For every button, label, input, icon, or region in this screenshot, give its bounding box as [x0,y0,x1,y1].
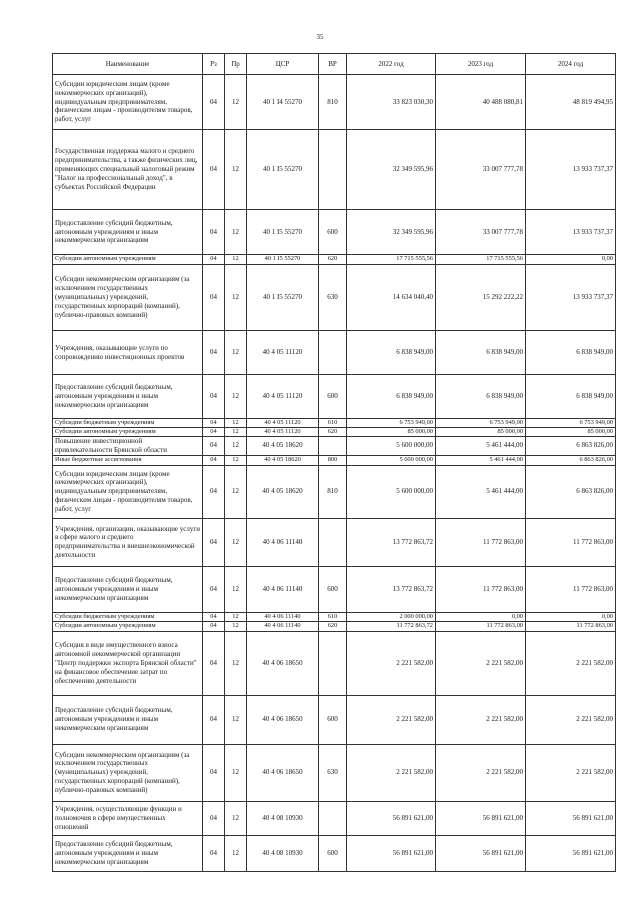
row-2023: 6 838 949,00 [436,375,526,419]
row-name: Субсидии юридическим лицам (кроме некоммерческих организаций), индивидуальным предпринимателям, физическим лицам - производителям товаров, работ, услуг [53,465,203,518]
row-pr: 12 [225,428,247,437]
row-rz: 04 [203,75,225,130]
row-pr: 12 [225,621,247,631]
row-2022: 11 772 863,72 [347,621,436,631]
row-name: Государственная поддержка малого и среднего предпринимательства, а также физических лиц, применяющих специальный налоговый режим "Налог на профессиональный доход", в субъектах Российской Федерации [53,130,203,210]
row-2022: 2 221 582,00 [347,695,436,744]
table-row [53,210,616,255]
row-2022: 13 772 863,72 [347,566,436,612]
row-2023: 15 292 222,22 [436,265,526,331]
row-pr: 12 [225,631,247,695]
row-2023: 56 891 621,00 [436,801,526,835]
header-2023: 2023 год [436,54,526,75]
row-2024: 6 863 826,00 [526,465,616,518]
row-name: Предоставление субсидий бюджетным, автономным учреждениям и иным некоммерческим организациям [53,375,203,419]
row-pr: 12 [225,130,247,210]
table-row [53,518,616,566]
row-name: Субсидии бюджетным учреждениям [53,419,203,428]
table-row [53,835,616,871]
row-rz: 04 [203,130,225,210]
row-2024: 13 933 737,37 [526,265,616,331]
row-pr: 12 [225,255,247,265]
row-name: Субсидии автономным учреждениям [53,428,203,437]
table-row [53,75,616,130]
row-vr [319,331,347,375]
budget-table [52,53,616,872]
row-vr [319,631,347,695]
row-rz: 04 [203,419,225,428]
row-vr: 620 [319,621,347,631]
row-vr: 600 [319,375,347,419]
table-row [53,744,616,801]
row-name: Субсидии некоммерческим организациям (за исключением государственных (муниципальных) учреждений, государственных корпораций (компаний), публично-правовых компаний) [53,744,203,801]
row-csr: 40 4 06 18650 [247,695,319,744]
row-2023: 33 007 777,78 [436,130,526,210]
row-name: Субсидии юридическим лицам (кроме некоммерческих организаций), индивидуальным предпринимателям, физическим лицам - производителям товаров, работ, услуг [53,75,203,130]
row-csr: 40 4 05 11120 [247,375,319,419]
row-csr: 40 4 06 11140 [247,612,319,621]
row-vr [319,518,347,566]
row-2022: 14 634 040,40 [347,265,436,331]
table-row [53,631,616,695]
table-row [53,695,616,744]
table-row [53,801,616,835]
row-csr: 40 4 06 18650 [247,744,319,801]
row-rz: 04 [203,428,225,437]
table-row [53,612,616,621]
row-rz: 04 [203,465,225,518]
row-2022: 56 891 621,00 [347,801,436,835]
row-2024: 2 221 582,00 [526,695,616,744]
row-2024: 56 891 621,00 [526,835,616,871]
row-name: Иные бюджетные ассигнования [53,455,203,465]
row-csr: 40 1 I5 55270 [247,255,319,265]
row-name: Учреждения, организации, оказывающие услуги в сфере малого и среднего предпринимательства и внешнеэкономической деятельности [53,518,203,566]
row-2023: 17 715 555,56 [436,255,526,265]
row-csr: 40 4 05 11120 [247,428,319,437]
row-2024: 56 891 621,00 [526,801,616,835]
row-name: Предоставление субсидий бюджетным, автономным учреждениям и иным некоммерческим организациям [53,210,203,255]
row-vr [319,130,347,210]
row-csr: 40 4 06 11140 [247,621,319,631]
row-name: Субсидии бюджетным учреждениям [53,612,203,621]
row-2022: 85 000,00 [347,428,436,437]
row-2022: 2 000 000,00 [347,612,436,621]
row-rz: 04 [203,744,225,801]
row-2024: 0,00 [526,612,616,621]
row-pr: 12 [225,566,247,612]
row-2024: 13 933 737,37 [526,130,616,210]
row-csr: 40 4 08 10930 [247,835,319,871]
table-row [53,265,616,331]
row-2024: 13 933 737,37 [526,210,616,255]
table-header-row [53,54,616,75]
row-2023: 33 007 777,78 [436,210,526,255]
table-row [53,566,616,612]
row-2023: 5 461 444,00 [436,437,526,456]
row-2023: 40 488 080,81 [436,75,526,130]
row-rz: 04 [203,695,225,744]
table-row [53,428,616,437]
row-2023: 5 461 444,00 [436,465,526,518]
row-pr: 12 [225,835,247,871]
row-name: Учреждения, оказывающие услуги по сопровождению инвестиционных проектов [53,331,203,375]
page-number: 35 [316,33,324,41]
row-vr: 810 [319,75,347,130]
row-2023: 5 461 444,00 [436,455,526,465]
row-rz: 04 [203,210,225,255]
row-2024: 6 838 949,00 [526,375,616,419]
row-2024: 2 221 582,00 [526,631,616,695]
row-2023: 6 753 949,00 [436,419,526,428]
row-2022: 17 715 555,56 [347,255,436,265]
row-csr: 40 4 05 11120 [247,331,319,375]
row-csr: 40 4 05 18620 [247,455,319,465]
row-vr [319,437,347,456]
row-pr: 12 [225,210,247,255]
row-2024: 6 753 949,00 [526,419,616,428]
row-name: Субсидии некоммерческим организациям (за исключением государственных (муниципальных) учреждений, государственных корпораций (компаний), публично-правовых компаний) [53,265,203,331]
row-vr: 610 [319,612,347,621]
row-vr: 600 [319,835,347,871]
row-2022: 5 600 000,00 [347,465,436,518]
row-pr: 12 [225,265,247,331]
row-pr: 12 [225,455,247,465]
row-name: Предоставление субсидий бюджетным, автономным учреждениям и иным некоммерческим организациям [53,695,203,744]
row-2023: 85 000,00 [436,428,526,437]
table-row [53,331,616,375]
table-row [53,455,616,465]
row-rz: 04 [203,612,225,621]
row-pr: 12 [225,801,247,835]
row-rz: 04 [203,455,225,465]
row-2022: 33 823 030,30 [347,75,436,130]
header-2022: 2022 год [347,54,436,75]
row-rz: 04 [203,631,225,695]
row-2024: 11 772 863,00 [526,566,616,612]
row-2024: 11 772 863,00 [526,621,616,631]
row-name: Учреждения, осуществляющие функции и полномочия в сфере имущественных отношений [53,801,203,835]
row-2022: 2 221 582,00 [347,631,436,695]
row-vr: 800 [319,455,347,465]
row-2023: 0,00 [436,612,526,621]
row-pr: 12 [225,75,247,130]
row-name: Субсидия в виде имущественного взноса автономной некоммерческой организации "Центр поддержки экспорта Брянской области" на финансовое обеспечение затрат по обеспечению деятельности [53,631,203,695]
row-rz: 04 [203,255,225,265]
row-pr: 12 [225,465,247,518]
row-vr: 620 [319,428,347,437]
row-2023: 2 221 582,00 [436,695,526,744]
row-2023: 11 772 863,00 [436,621,526,631]
header-pr: Пр [225,54,247,75]
row-vr: 610 [319,419,347,428]
row-pr: 12 [225,744,247,801]
row-2024: 11 772 863,00 [526,518,616,566]
table-row [53,621,616,631]
row-vr: 600 [319,210,347,255]
table-row [53,437,616,456]
table-row [53,255,616,265]
row-csr: 40 1 I4 55270 [247,75,319,130]
row-2024: 6 863 826,00 [526,455,616,465]
row-rz: 04 [203,518,225,566]
row-2023: 2 221 582,00 [436,744,526,801]
row-csr: 40 4 05 11120 [247,419,319,428]
row-2022: 32 349 595,96 [347,210,436,255]
row-2023: 2 221 582,00 [436,631,526,695]
row-2023: 56 891 621,00 [436,835,526,871]
row-2022: 6 838 949,00 [347,331,436,375]
row-pr: 12 [225,695,247,744]
row-csr: 40 4 08 10930 [247,801,319,835]
row-csr: 40 4 06 11140 [247,518,319,566]
row-2024: 6 838 949,00 [526,331,616,375]
row-vr: 630 [319,265,347,331]
row-csr: 40 1 I5 55270 [247,265,319,331]
row-name: Субсидии автономным учреждениям [53,255,203,265]
row-rz: 04 [203,437,225,456]
row-2022: 5 600 000,00 [347,437,436,456]
row-2022: 13 772 863,72 [347,518,436,566]
row-2022: 6 838 949,00 [347,375,436,419]
header-2024: 2024 год [526,54,616,75]
row-vr: 630 [319,744,347,801]
row-csr: 40 4 05 18620 [247,437,319,456]
row-2023: 11 772 863,00 [436,566,526,612]
row-vr [319,801,347,835]
row-pr: 12 [225,518,247,566]
row-rz: 04 [203,801,225,835]
row-2022: 56 891 621,00 [347,835,436,871]
row-rz: 04 [203,331,225,375]
row-pr: 12 [225,331,247,375]
table-row [53,375,616,419]
row-csr: 40 1 I5 55270 [247,210,319,255]
row-2022: 32 349 595,96 [347,130,436,210]
row-vr: 810 [319,465,347,518]
row-2024: 48 819 494,95 [526,75,616,130]
row-rz: 04 [203,566,225,612]
row-rz: 04 [203,621,225,631]
row-pr: 12 [225,419,247,428]
row-2022: 2 221 582,00 [347,744,436,801]
row-csr: 40 4 06 18650 [247,631,319,695]
row-csr: 40 1 I5 55270 [247,130,319,210]
row-2024: 85 000,00 [526,428,616,437]
row-pr: 12 [225,437,247,456]
row-2024: 6 863 826,00 [526,437,616,456]
row-2022: 6 753 949,00 [347,419,436,428]
row-vr: 600 [319,695,347,744]
row-name: Повышение инвестиционной привлекательности Брянской области [53,437,203,456]
row-rz: 04 [203,375,225,419]
row-vr: 600 [319,566,347,612]
row-2023: 11 772 863,00 [436,518,526,566]
row-name: Предоставление субсидий бюджетным, автономным учреждениям и иным некоммерческим организациям [53,566,203,612]
row-csr: 40 4 05 18620 [247,465,319,518]
row-2022: 5 600 000,00 [347,455,436,465]
table-row [53,130,616,210]
row-name: Предоставление субсидий бюджетным, автономным учреждениям и иным некоммерческим организациям [53,835,203,871]
header-vr: ВР [319,54,347,75]
row-csr: 40 4 06 11140 [247,566,319,612]
table-row [53,419,616,428]
row-2024: 0,00 [526,255,616,265]
row-name: Субсидии автономным учреждениям [53,621,203,631]
row-2023: 6 838 949,00 [436,331,526,375]
row-2024: 2 221 582,00 [526,744,616,801]
row-vr: 620 [319,255,347,265]
row-rz: 04 [203,265,225,331]
header-rz: Рз [203,54,225,75]
header-csr: ЦСР [247,54,319,75]
row-rz: 04 [203,835,225,871]
table-row [53,465,616,518]
row-pr: 12 [225,612,247,621]
header-name: Наименование [53,54,203,75]
row-pr: 12 [225,375,247,419]
